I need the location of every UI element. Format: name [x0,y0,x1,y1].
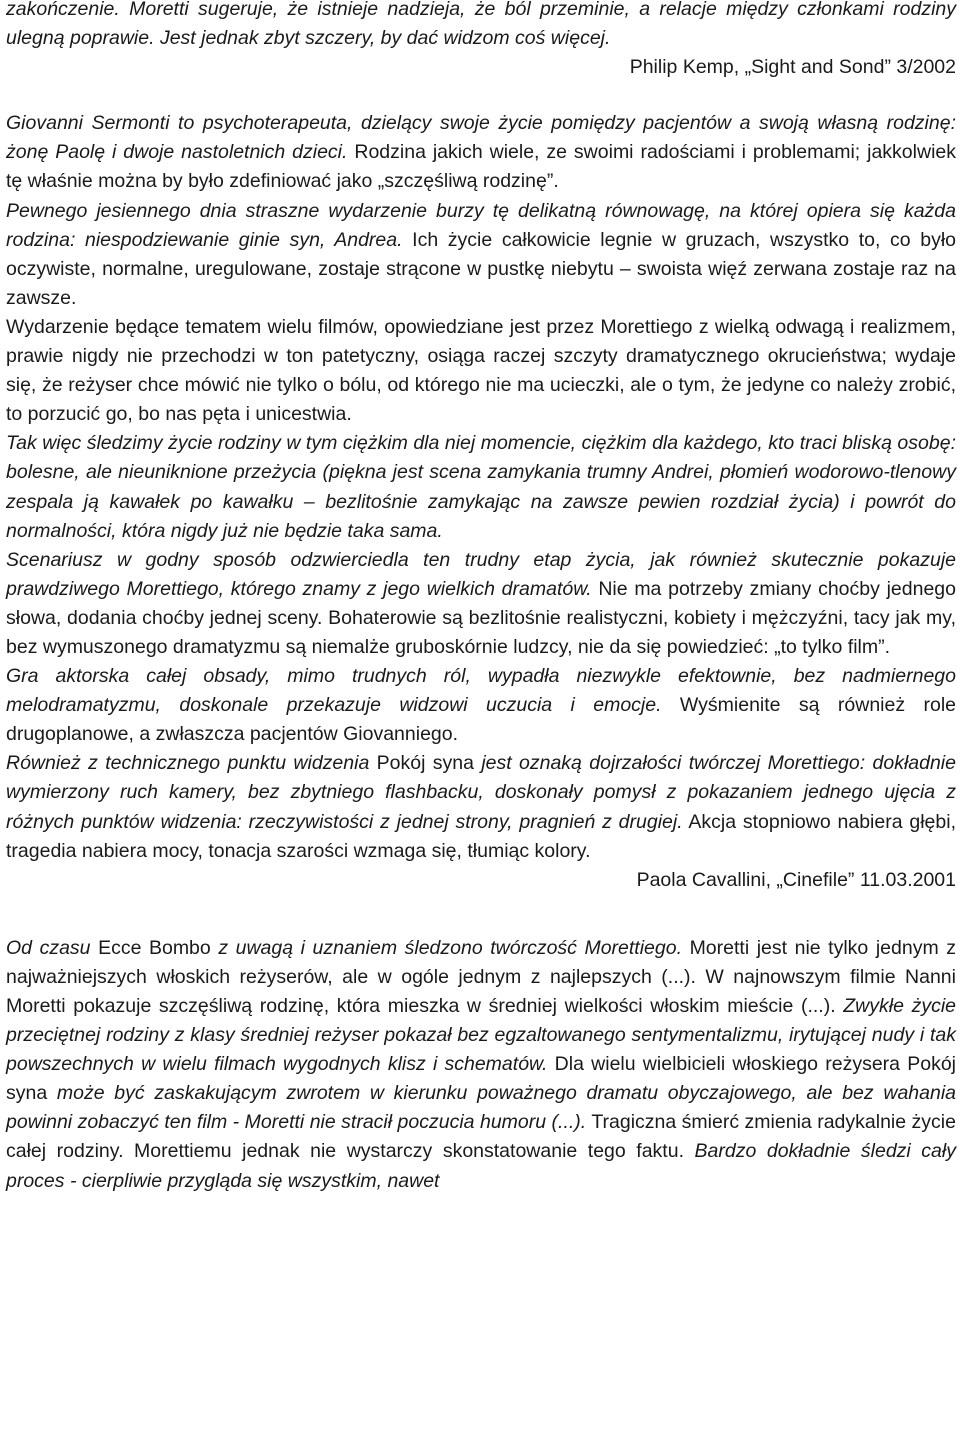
review2-p6-italic: Gra aktorska całej obsady, mimo trudnych ról, wypadła niezwykle efektownie, bez nadmiernego melodramatyzmu, doskonale przekazuje widzowi uczucia i emocje. [6,665,956,717]
review2-p5-plain: Nie ma potrzeby zmiany choćby jednego słowa, dodania choćby jednej sceny. Bohaterowie są bezlitośnie realistyczni, kobiety i mężczyźni, tacy jak my, bez wymuszonego dramatyzmu są niemalże gruboskórnie ludzcy, nie da się powiedzieć: „to tylko film”. [6,577,956,658]
review2-paragraph-2 [6,197,956,313]
review2-paragraph-6 [6,662,956,749]
review2-p1-plain: Rodzina jakich wiele, ze swoimi radościami i problemami; jakkolwiek tę właśnie można by było zdefiniować jako „szczęśliwą rodzinę”. [6,141,956,193]
review3-s1-italic: Od czasu [6,936,99,959]
review3-s6: Tragiczna śmierć zmienia radykalnie życie całej rodziny. [6,1111,956,1163]
review2-p2-italic: Pewnego jesiennego dnia straszne wydarzenie burzy tę delikatną równowagę, na której opiera się każda rodzina: niespodziewanie ginie syn, Andrea. [6,199,956,251]
review3-s4: Zwykłe życie przeciętnej rodziny z klasy średniej reżyser pokazał bez egzaltowanego sentymentalizmu, irytującej nudy i tak powszechnych w wielu filmach wygodnych klisz i schematów. [6,995,957,1076]
review1-text: zakończenie. Moretti sugeruje, że istnieje nadzieja, że ból przeminie, a relacje między członkami rodziny ulegną poprawie. Jest jednak zbyt szczery, by dać widzom coś więcej. [6,0,956,50]
review2-p6-plain: Wyśmienite są również role drugoplanowe, a zwłaszcza pacjentów Giovanniego. [6,694,957,746]
spacer [6,895,956,934]
review2-paragraph-5 [6,546,956,662]
review2-paragraph-4 [6,429,956,545]
review3-s3: W najnowszym filmie Nanni Moretti pokazuje szczęśliwą rodzinę, która mieszka w średniej wielkości włoskim mieście (...). [6,965,956,1017]
review2-p7-italic-b: jest oznaką dojrzałości twórczej Morettiego: dokładnie wymierzony ruch kamery, bez zbytniego flashbacku, doskonały pomysł z pokazaniem jednego ujęcia z różnych punktów widzenia: rzeczywistości z jednej strony, pragnień z drugiej. [6,752,956,833]
review2-paragraph-3 [6,313,956,429]
review2-paragraph-7 [6,749,956,865]
review3-s2: Moretti jest nie tylko jednym z najważniejszych włoskich reżyserów, ale w ogóle jednym z najlepszych (...). [6,936,956,988]
document-page [6,0,956,1196]
review2-paragraph-1 [6,109,956,196]
review2-p7-film-title: Pokój syna [376,752,474,775]
review1-credit: Philip Kemp, „Sight and Sond” 3/2002 [629,56,956,79]
review3-paragraph [6,934,956,1196]
review3-s5: Dla wielu wielbicieli włoskiego reżysera [547,1053,908,1076]
review2-p2-plain: Ich życie całkowicie legnie w gruzach, wszystko to, co było oczywiste, normalne, uregulowane, zostaje strącone w pustkę niebytu – swoista więź zerwana zostaje raz na zawsze. [6,228,957,309]
review2-p5-italic: Scenariusz w godny sposób odzwierciedla ten trudny etap życia, jak również skutecznie pokazuje prawdziwego Morettiego, którego znamy z jego wielkich dramatów. [6,548,956,600]
review3-s1-italic-b: z uwagą i uznaniem śledzono twórczość Morettiego. [210,936,683,959]
review2-p4-text: Tak więc śledzimy życie rodziny w tym ciężkim dla niej momencie, ciężkim dla każdego, kto traci bliską osobę: bolesne, ale nieuniknione przeżycia (piękna jest scena zamykania trumny Andrei, płomień wodorowo-tlenowy zespala ją kawałek po kawałku – bezlitośnie zamykając na zawsze pewien rozdział życia) i powrót do normalności, która nigdy już nie będzie taka sama. [6,432,956,542]
review2-p1-italic: Giovanni Sermonti to psychoterapeuta, dzielący swoje życie pomiędzy pacjentów a swoją własną rodzinę: żonę Paolę i dwoje nastoletnich dzieci. [6,112,956,164]
review2-p7-italic-a: Również z technicznego punktu widzenia [6,752,377,775]
review2-credit: Paola Cavallini, „Cinefile” 11.03.2001 [636,868,956,891]
review3-s7: Morettiemu jednak nie wystarczy skonstatowanie tego faktu. [123,1140,684,1163]
review3-s8: Bardzo dokładnie śledzi cały proces - cierpliwie przygląda się wszystkim, nawet [6,1140,956,1192]
review2-p7-plain: Akcja stopniowo nabiera głębi, tragedia nabiera mocy, tonacja szarości wzmaga się, tłumiąc kolory. [6,810,956,862]
review3-film-title-2: Pokój syna [6,1053,956,1105]
review1-paragraph [6,0,956,53]
review2-p3-text: Wydarzenie będące tematem wielu filmów, opowiedziane jest przez Morettiego z wielką odwagą i realizmem, prawie nigdy nie przechodzi w ton patetyczny, osiąga raczej szczyty dramatycznego okrucieństwa; wydaje się, że reżyser chce mówić nie tylko o bólu, od którego nie ma ucieczki, ale o tym, że jedyne co należy zrobić, to porzucić go, bo nas pęta i unicestwia. [6,315,956,426]
review3-s5-italic: może być zaskakującym zwrotem w kierunku poważnego dramatu obyczajowego, ale bez wahania powinni zobaczyć ten film - Moretti nie stracił poczucia humoru (...). [6,1082,956,1134]
review3-film-title-1: Ecce Bombo [98,936,211,959]
spacer [6,82,956,109]
